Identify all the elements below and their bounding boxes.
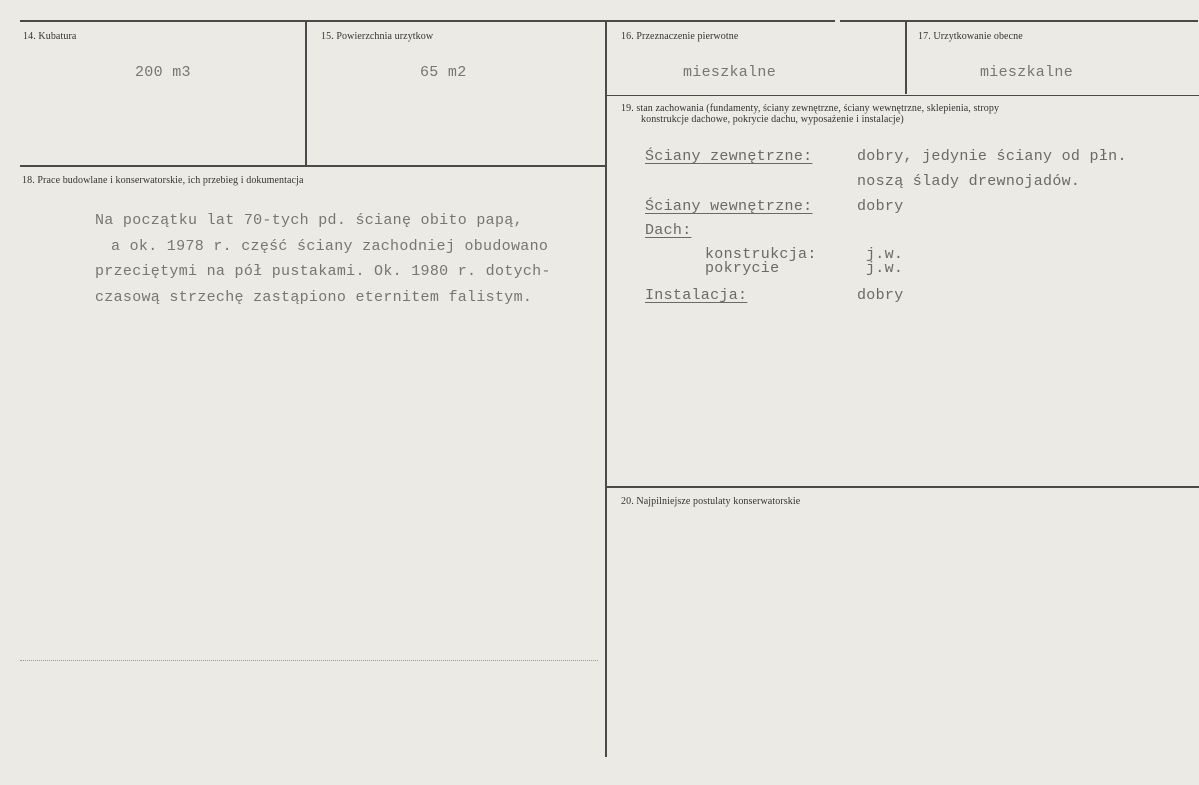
field-17-value: mieszkalne	[980, 64, 1074, 81]
field-19-label-line-1: 19. stan zachowania (fundamenty, ściany zewnętrzne, ściany wewnętrzne, sklepienia, stropy	[621, 103, 1000, 114]
divider-16-17	[905, 22, 907, 94]
divider-14-15	[305, 22, 307, 165]
top-rule-right	[840, 20, 1198, 22]
field-18-line-3: przeciętymi na pół pustakami. Ok. 1980 r. dotych-	[95, 263, 551, 280]
row-pokrycie-key: pokrycie	[705, 260, 780, 277]
field-14-value: 200 m3	[135, 64, 191, 81]
field-16-value: mieszkalne	[683, 64, 777, 81]
field-20-label: 20. Najpilniejsze postulaty konserwatorskie	[621, 496, 801, 507]
row-sciany-zewn-value-2: noszą ślady drewnojadów.	[857, 173, 1081, 190]
field-15-value: 65 m2	[420, 64, 467, 81]
row-instalacja-value: dobry	[857, 287, 904, 304]
row-pokrycie-value: j.w.	[866, 260, 904, 277]
row-konstrukcja-value: j.w.	[866, 246, 904, 263]
field-18-line-4: czasową strzechę zastąpiono eternitem falistym.	[95, 289, 533, 306]
row-konstrukcja-key: konstrukcja:	[705, 246, 817, 263]
rule-under-16-17	[607, 95, 1199, 96]
field-18-line-1: Na początku lat 70-tych pd. ścianę obito papą,	[95, 212, 523, 229]
divider-main	[605, 22, 607, 757]
field-18-line-2: a ok. 1978 r. część ściany zachodniej obudowano	[111, 238, 549, 255]
dotted-rule	[20, 660, 598, 661]
field-18-label: 18. Prace budowlane i konserwatorskie, ich przebieg i dokumentacja	[22, 175, 304, 186]
top-rule-left	[20, 20, 835, 22]
row-sciany-wewn-key: Ściany wewnętrzne:	[645, 198, 813, 215]
field-19-label-line-2: konstrukcje dachowe, pokrycie dachu, wyposażenie i instalacje)	[641, 114, 904, 125]
row-sciany-zewn-key: Ściany zewnętrzne:	[645, 148, 813, 165]
row-dach-key: Dach:	[645, 222, 692, 239]
rule-under-19	[607, 486, 1199, 488]
field-16-label: 16. Przeznaczenie pierwotne	[621, 31, 739, 42]
row-instalacja-key: Instalacja:	[645, 287, 748, 304]
field-15-label: 15. Powierzchnia urzytkow	[321, 31, 434, 42]
rule-under-14-15	[20, 165, 607, 167]
field-17-label: 17. Urzytkowanie obecne	[918, 31, 1023, 42]
row-sciany-wewn-value: dobry	[857, 198, 904, 215]
field-14-label: 14. Kubatura	[23, 31, 77, 42]
row-sciany-zewn-value-1: dobry, jedynie ściany od płn.	[857, 148, 1127, 165]
